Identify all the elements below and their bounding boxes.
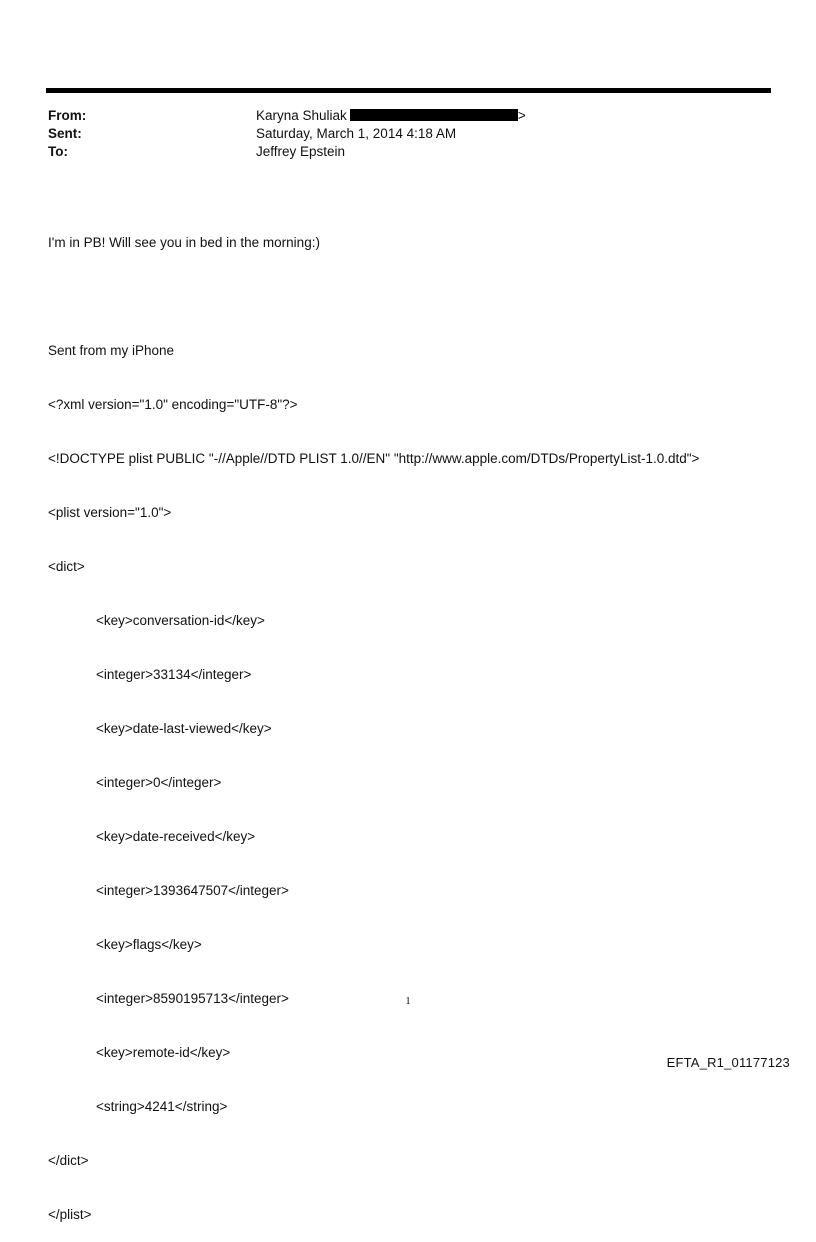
from-suffix: > — [517, 108, 526, 123]
sent-label: Sent: — [48, 126, 82, 141]
email-header — [48, 107, 768, 161]
blank-line — [48, 288, 778, 306]
sent-value: Saturday, March 1, 2014 4:18 AM — [256, 126, 457, 141]
dict-line: <integer>1393647507</integer> — [96, 883, 289, 898]
message-text: I'm in PB! Will see you in bed in the morning:) — [48, 235, 320, 250]
dict-line: <string>4241</string> — [96, 1099, 228, 1114]
to-row — [48, 143, 768, 161]
from-value — [256, 107, 526, 125]
dict-line: <integer>0</integer> — [96, 775, 222, 790]
closing-line: </plist> — [48, 1207, 92, 1222]
email-body — [48, 198, 778, 1242]
xml-line: <?xml version="1.0" encoding="UTF-8"?> — [48, 397, 298, 412]
from-row — [48, 107, 768, 125]
xml-line: <plist version="1.0"> — [48, 505, 172, 520]
dict-line: <key>conversation-id</key> — [96, 613, 265, 628]
to-label: To: — [48, 144, 68, 159]
xml-line: <dict> — [48, 559, 85, 574]
dict-line: <key>flags</key> — [96, 937, 202, 952]
signature-text: Sent from my iPhone — [48, 343, 175, 358]
to-value: Jeffrey Epstein — [256, 144, 346, 159]
sent-row — [48, 125, 768, 143]
page-number: 1 — [405, 995, 411, 1007]
from-label: From: — [48, 108, 87, 123]
header-rule — [46, 88, 771, 93]
closing-line: </dict> — [48, 1153, 89, 1168]
dict-line: <key>date-last-viewed</key> — [96, 721, 272, 736]
dict-line: <integer>33134</integer> — [96, 667, 252, 682]
redaction-bar — [350, 109, 518, 121]
dict-line: <integer>8590195713</integer> — [96, 991, 289, 1006]
dict-line: <key>remote-id</key> — [96, 1045, 231, 1060]
xml-line: <!DOCTYPE plist PUBLIC "-//Apple//DTD PLIST 1.0//EN" "http://www.apple.com/DTDs/PropertyList-1.0.dtd"> — [48, 451, 700, 466]
dict-line: <key>date-received</key> — [96, 829, 256, 844]
document-id: EFTA_R1_01177123 — [666, 1055, 790, 1070]
sender-name: Karyna Shuliak — [256, 108, 347, 123]
